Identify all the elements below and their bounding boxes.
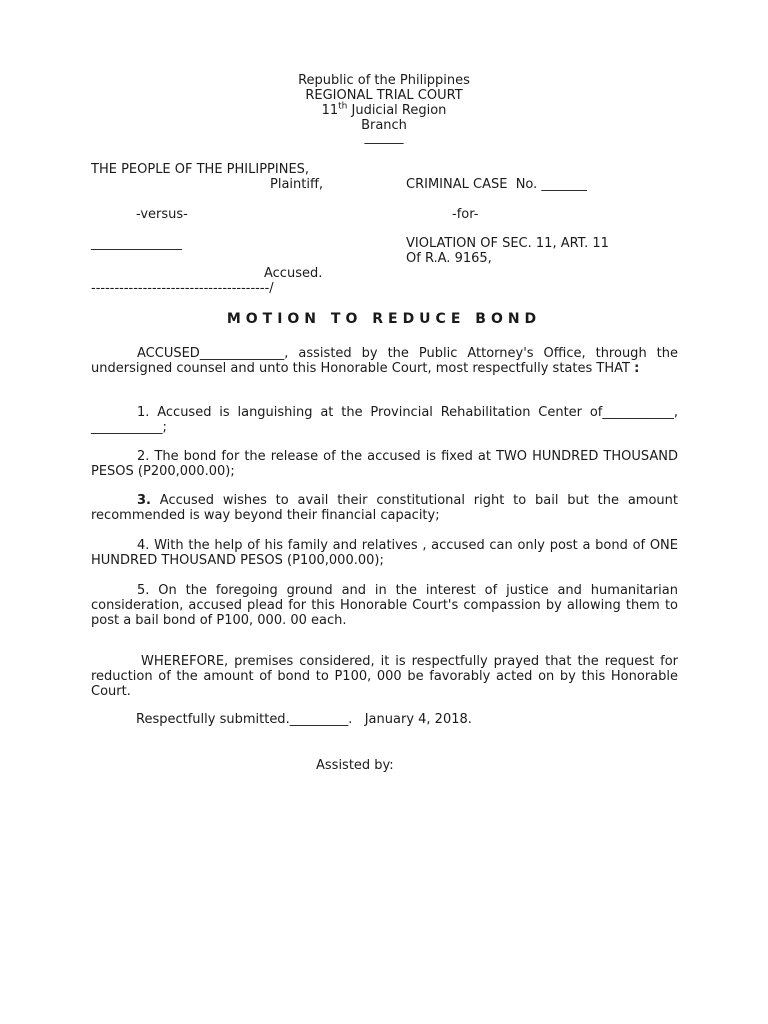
paragraph-1: 1. Accused is languishing at the Provincial Rehabilitation Center of___________, ___________; <box>91 405 678 435</box>
paragraph-5: 5. On the foregoing ground and in the interest of justice and humanitarian consideration, accused plead for this Honorable Court's compassion by allowing them to post a bail bond of P100, 000. 00 each. <box>91 583 678 628</box>
p3-number: 3. <box>137 493 151 508</box>
caption-accused-blank: ______________ <box>91 236 182 251</box>
paragraph-wherefore: WHEREFORE, premises considered, it is respectfully prayed that the request for reduction of the amount of bond to P100, 000 be favorably acted on by this Honorable Court. <box>91 654 678 699</box>
caption-versus: -versus- <box>136 207 188 222</box>
respectfully-submitted: Respectfully submitted._________. January 4, 2018. <box>136 712 472 727</box>
paragraph-2: 2. The bond for the release of the accused is fixed at TWO HUNDRED THOUSAND PESOS (P200,000.00); <box>91 449 678 479</box>
p3-text: Accused wishes to avail their constitutional right to bail but the amount recommended is way beyond their financial capacity; <box>91 493 678 523</box>
header-branch: Branch <box>361 118 407 133</box>
branch-blank: ______ <box>364 130 404 145</box>
caption-violation-line2: Of R.A. 9165, <box>406 251 492 266</box>
intro-colon: : <box>634 361 640 376</box>
header-court: REGIONAL TRIAL COURT <box>305 88 463 103</box>
assisted-by: Assisted by: <box>316 758 394 773</box>
document-title: MOTION TO REDUCE BOND <box>226 311 542 327</box>
caption-criminal-case: CRIMINAL CASE No. _______ <box>406 177 587 192</box>
intro-text: ACCUSED_____________, assisted by the Public Attorney's Office, through the undersigned counsel and unto this Honorable Court, most respectfully states THAT <box>91 346 678 376</box>
caption-people: THE PEOPLE OF THE PHILIPPINES, <box>91 162 310 177</box>
caption-violation-line1: VIOLATION OF SEC. 11, ART. 11 <box>406 236 609 251</box>
paragraph-4: 4. With the help of his family and relatives , accused can only post a bond of ONE HUNDRED THOUSAND PESOS (P100,000.00); <box>91 538 678 568</box>
caption-divider: --------------------------------------/ <box>91 281 274 296</box>
region-label: Judicial Region <box>347 103 447 118</box>
header-republic: Republic of the Philippines <box>298 73 470 88</box>
region-number: 11 <box>321 103 339 118</box>
region-suffix: th <box>338 101 348 112</box>
header-region <box>0 103 768 118</box>
paragraph-intro <box>91 346 678 376</box>
paragraph-3 <box>91 493 678 523</box>
caption-for: -for- <box>452 207 479 222</box>
caption-accused: Accused. <box>264 266 323 281</box>
caption-plaintiff: Plaintiff, <box>270 177 324 192</box>
